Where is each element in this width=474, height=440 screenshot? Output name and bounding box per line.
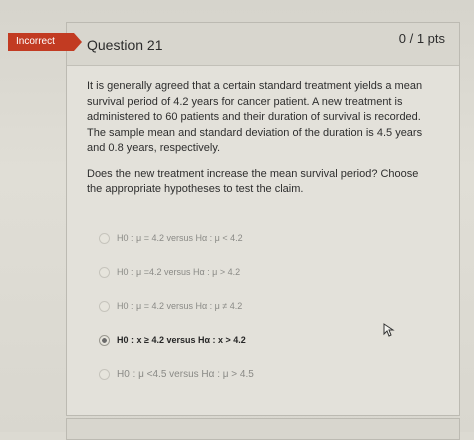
incorrect-badge: Incorrect — [8, 33, 74, 51]
question-paragraph-2: Does the new treatment increase the mean survival period? Choose the appropriate hypotheses to test the claim. — [87, 167, 419, 195]
answer-label: H0 : μ = 4.2 versus Hα : μ < 4.2 — [117, 233, 243, 243]
mouse-cursor-icon — [383, 323, 395, 337]
question-body — [87, 79, 427, 208]
answer-option-5[interactable] — [99, 357, 429, 391]
answer-label: H0 : μ = 4.2 versus Hα : μ ≠ 4.2 — [117, 301, 243, 311]
answer-option-1[interactable] — [99, 221, 429, 255]
question-header — [67, 23, 459, 66]
answer-option-2[interactable] — [99, 255, 429, 289]
question-title: Question 21 — [87, 37, 163, 53]
question-card — [66, 22, 460, 416]
answer-list — [99, 221, 429, 391]
radio-button[interactable] — [99, 267, 110, 278]
answer-label: H0 : x ≥ 4.2 versus Hα : x > 4.2 — [117, 335, 246, 345]
radio-button[interactable] — [99, 369, 110, 380]
answer-option-3[interactable] — [99, 289, 429, 323]
question-paragraph-1: It is generally agreed that a certain standard treatment yields a mean survival period of 4.2 years for cancer patient. A new treatment is administered to 60 patients and their duration of survival is recorded. The sample mean and standard deviation of the duration is 4.5 years and 0.8 years, respectively. — [87, 80, 423, 154]
answer-label: H0 : μ <4.5 versus Hα : μ > 4.5 — [117, 368, 254, 380]
radio-button[interactable] — [99, 301, 110, 312]
points-label: 0 / 1 pts — [398, 31, 445, 46]
radio-button-selected[interactable] — [99, 335, 110, 346]
answer-label: H0 : μ =4.2 versus Hα : μ > 4.2 — [117, 267, 241, 277]
next-question-card — [66, 418, 460, 440]
answer-option-4[interactable] — [99, 323, 429, 357]
radio-button[interactable] — [99, 233, 110, 244]
